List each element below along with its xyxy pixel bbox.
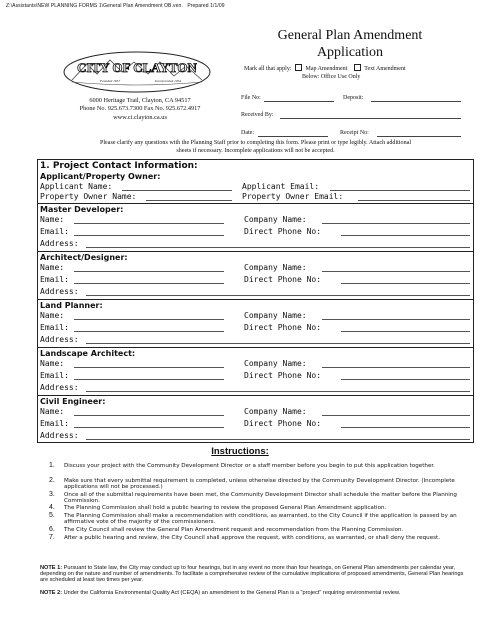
received-by-label: Received By: — [241, 112, 274, 118]
note-1 — [40, 565, 468, 584]
applicant-email-field[interactable] — [330, 190, 470, 191]
instruction-item: After a public hearing and review, the City Council shall approve the request, with conditions, as warranted, or shall deny the request. — [64, 535, 441, 541]
master-developer-email-label: Email: — [40, 227, 69, 236]
land-planner-heading: Land Planner: — [40, 301, 103, 310]
owner-heading: Applicant/Property Owner: — [40, 172, 161, 181]
map-amendment-label: Map Amendment — [305, 66, 348, 72]
master-developer-address-label: Address: — [40, 239, 79, 248]
civil-engineer-company-label: Company Name: — [244, 407, 307, 416]
divider — [38, 347, 473, 348]
architect-designer-address-field[interactable] — [86, 295, 470, 296]
architect-designer-heading: Architect/Designer: — [40, 253, 128, 262]
instruction-number: 1. — [49, 462, 55, 469]
date-field[interactable] — [258, 130, 328, 137]
instruction-number: 6. — [49, 526, 55, 533]
landscape-architect-email-label: Email: — [40, 371, 69, 380]
instruction-item: Once all of the submittal requirements have been met, the Community Development Director shall schedule the matter before the Planning Commission. — [64, 492, 457, 505]
architect-designer-email-label: Email: — [40, 275, 69, 284]
instruction-number: 3. — [49, 491, 55, 498]
instruction-number: 4. — [49, 504, 55, 511]
master-developer-heading: Master Developer: — [40, 205, 124, 214]
master-developer-phone-label: Direct Phone No: — [244, 227, 322, 236]
deposit-label: Deposit: — [343, 95, 364, 101]
file-path-text: Z:\Assistants\NEW PLANNING FORMS 1\General Plan Amendment OB.ven. — [6, 3, 183, 9]
city-address: 6000 Heritage Trail, Clayton, CA 94517 — [89, 97, 191, 104]
applicant-name-label: Applicant Name: — [40, 182, 113, 191]
instruction-number: 2. — [49, 477, 55, 484]
applicant-email-label: Applicant Email: — [242, 182, 320, 191]
architect-designer-address-label: Address: — [40, 287, 79, 296]
note-2-label: NOTE 2: — [40, 590, 63, 596]
note-2-text: Under the California Environmental Quality Act (CEQA) an amendment to the General Plan is a "project" requiring environmental review. — [63, 590, 401, 596]
file-no-label: File No: — [241, 95, 261, 101]
form-title-line1: General Plan Amendment — [277, 28, 423, 43]
map-amendment-checkbox[interactable] — [295, 64, 302, 71]
civil-engineer-name-label: Name: — [40, 407, 65, 416]
city-phone-fax: Phone No. 925.673.7300 Fax No. 925.672.4917 — [79, 105, 201, 112]
received-by-field[interactable] — [280, 112, 461, 119]
land-planner-name-field[interactable] — [74, 319, 224, 320]
instruction-item: Discuss your project with the Community Development Director or a staff member before you begin to put this application together. — [64, 463, 435, 469]
architect-designer-company-label: Company Name: — [244, 263, 307, 272]
city-contact-block — [40, 97, 240, 122]
instruction-item: The City Council shall review the General Plan Amendment request and recommendation from the Planning Commission. — [64, 527, 404, 533]
architect-designer-name-field[interactable] — [74, 271, 224, 272]
file-no-field[interactable] — [264, 95, 334, 102]
landscape-architect-name-label: Name: — [40, 359, 65, 368]
civil-engineer-address-label: Address: — [40, 431, 79, 440]
prepared-date: Prepared 1/1/09 — [187, 3, 225, 9]
master-developer-phone-field[interactable] — [341, 235, 470, 236]
land-planner-phone-field[interactable] — [341, 331, 470, 332]
note-2 — [40, 590, 468, 596]
landscape-architect-email-field[interactable] — [74, 379, 224, 380]
contact-info-form — [37, 159, 474, 443]
land-planner-company-label: Company Name: — [244, 311, 307, 320]
owner-name-field[interactable] — [146, 200, 232, 201]
landscape-architect-company-label: Company Name: — [244, 359, 307, 368]
civil-engineer-company-field[interactable] — [322, 415, 470, 416]
architect-designer-phone-label: Direct Phone No: — [244, 275, 322, 284]
civil-engineer-email-label: Email: — [40, 419, 69, 428]
landscape-architect-company-field[interactable] — [322, 367, 470, 368]
civil-engineer-phone-field[interactable] — [341, 427, 470, 428]
civil-engineer-address-field[interactable] — [86, 439, 470, 440]
instructions-title: Instructions: — [211, 446, 269, 457]
landscape-architect-phone-label: Direct Phone No: — [244, 371, 322, 380]
civil-engineer-email-field[interactable] — [74, 427, 224, 428]
land-planner-email-field[interactable] — [74, 331, 224, 332]
office-use-label: Below: Office Use Only — [302, 74, 361, 80]
landscape-architect-name-field[interactable] — [74, 367, 224, 368]
landscape-architect-phone-field[interactable] — [341, 379, 470, 380]
owner-email-field[interactable] — [358, 200, 470, 201]
landscape-architect-heading: Landscape Architect: — [40, 349, 136, 358]
logo-founded: Founded 1857 — [99, 79, 121, 83]
receipt-no-field[interactable] — [377, 130, 461, 137]
instruction-item: Make sure that every submittal requirement is completed, unless otherwise directed by the Community Development Director. (Incomplete applications will not be processed.) — [64, 478, 455, 491]
civil-engineer-name-field[interactable] — [74, 415, 224, 416]
master-developer-address-field[interactable] — [86, 247, 470, 248]
divider — [38, 203, 473, 204]
form-title-line2: Application — [316, 45, 384, 60]
architect-designer-company-field[interactable] — [322, 271, 470, 272]
note-1-text: Pursuant to State law, the City may conduct up to four hearings, but in any event no more than four hearings, on General Plan amendments per calendar year, depending on the nature and number of amendments. To facilitate a comprehensive review of the cumulative implications of proposed amendments, General Plan hearings are scheduled at least two times per year. — [40, 565, 464, 584]
apply-label: Mark all that apply: — [244, 66, 292, 72]
land-planner-email-label: Email: — [40, 323, 69, 332]
owner-name-label: Property Owner Name: — [40, 192, 137, 201]
landscape-architect-address-label: Address: — [40, 383, 79, 392]
land-planner-name-label: Name: — [40, 311, 65, 320]
receipt-no-label: Receipt No: — [340, 130, 369, 136]
master-developer-name-label: Name: — [40, 215, 65, 224]
civil-engineer-phone-label: Direct Phone No: — [244, 419, 322, 428]
master-developer-company-label: Company Name: — [244, 215, 307, 224]
apply-options — [244, 64, 406, 72]
logo-text: CITY OF CLAYTON — [77, 60, 197, 75]
note-1-label: NOTE 1: — [40, 565, 63, 571]
instruction-item: The Planning Commission shall make a recommendation with conditions, as warranted, to the City Council if the application is passed by an affirmative vote of the majority of the commissioners. — [64, 513, 457, 526]
notice-line2: sheets if necessary. Incomplete applications will not be accepted. — [176, 147, 335, 154]
land-planner-address-label: Address: — [40, 335, 79, 344]
notice-text — [37, 140, 474, 155]
text-amendment-label: Text Amendment — [364, 66, 406, 72]
landscape-architect-address-field[interactable] — [86, 391, 470, 392]
divider — [38, 251, 473, 252]
file-path — [6, 3, 225, 9]
applicant-name-field[interactable] — [122, 190, 232, 191]
master-developer-name-field[interactable] — [74, 223, 224, 224]
land-planner-company-field[interactable] — [322, 319, 470, 320]
civil-engineer-heading: Civil Engineer: — [40, 397, 106, 406]
master-developer-company-field[interactable] — [322, 223, 470, 224]
land-planner-phone-label: Direct Phone No: — [244, 323, 322, 332]
architect-designer-phone-field[interactable] — [341, 283, 470, 284]
city-seal-logo — [62, 50, 212, 94]
text-amendment-checkbox[interactable] — [354, 64, 361, 71]
deposit-field[interactable] — [371, 95, 461, 102]
section-title: 1. Project Contact Information: — [40, 161, 198, 171]
date-label: Date: — [241, 130, 254, 136]
notice-line1: Please clarify any questions with the Planning Staff prior to completing this form. Please print or type legibly. Attach additional — [99, 140, 412, 146]
architect-designer-name-label: Name: — [40, 263, 65, 272]
master-developer-email-field[interactable] — [74, 235, 224, 236]
divider — [38, 395, 473, 396]
instruction-number: 7. — [49, 534, 55, 541]
city-website: www.ci.clayton.ca.us — [113, 114, 167, 121]
land-planner-address-field[interactable] — [86, 343, 470, 344]
logo-incorporated: Incorporated 1964 — [154, 79, 182, 83]
divider — [38, 299, 473, 300]
instruction-number: 5. — [49, 512, 55, 519]
owner-email-label: Property Owner Email: — [242, 192, 344, 201]
architect-designer-email-field[interactable] — [74, 283, 224, 284]
instruction-item: The Planning Commission shall hold a public hearing to review the proposed General Plan Amendment application. — [64, 505, 387, 511]
